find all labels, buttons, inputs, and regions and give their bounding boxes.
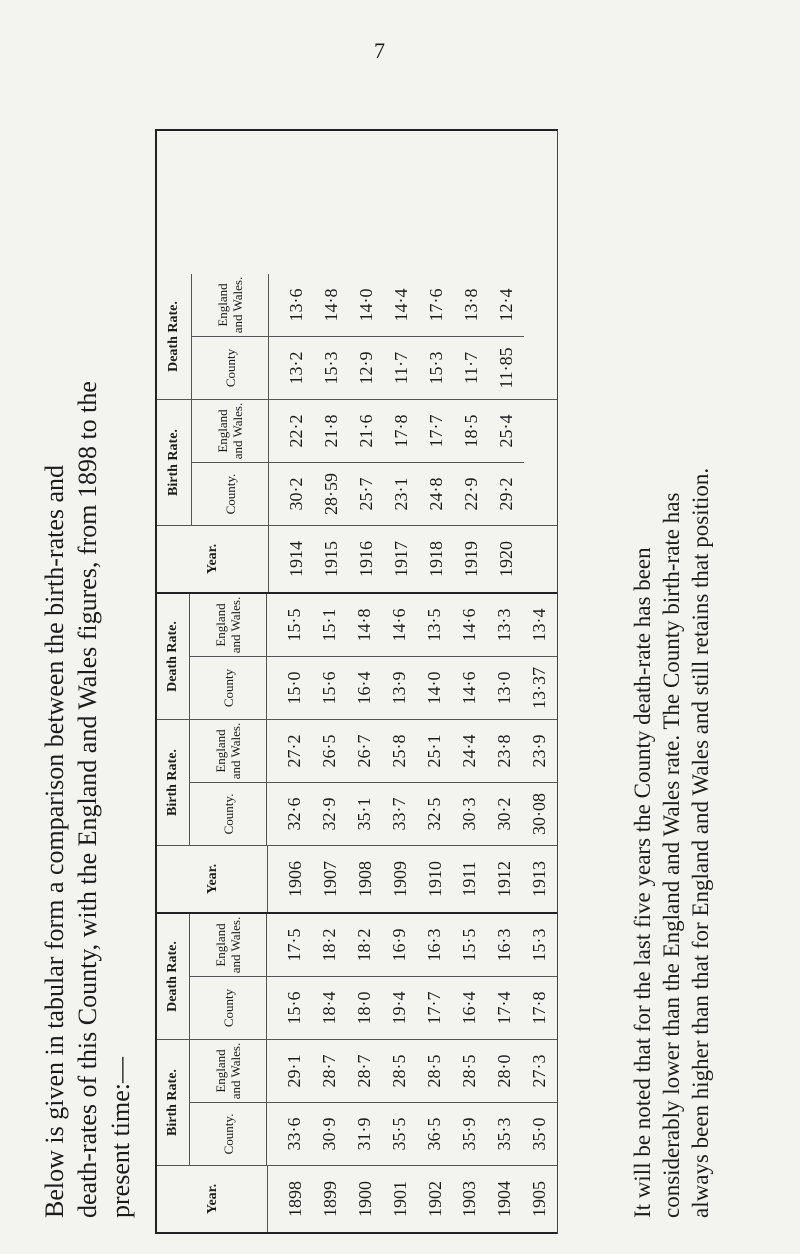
footnote-line: always been higher than that for England and Wales and still retains that position.	[688, 467, 713, 1218]
year-column	[157, 846, 557, 912]
birth-rate-england-wales-cell: 27·3	[529, 1054, 549, 1088]
birth-rate-county-cell: 35·1	[354, 797, 374, 831]
year-cell: 1918	[426, 541, 446, 577]
england-wales-header: England and Wales.	[190, 594, 267, 656]
death-rate-county-cell: 15·3	[426, 351, 446, 385]
death-rate-county-cell: 18·0	[354, 991, 374, 1025]
birth-rate-group	[157, 720, 557, 846]
year-cell: 1905	[529, 1181, 550, 1217]
birth-rate-county-cell: 33·6	[284, 1117, 304, 1151]
birth-rate-header: Birth Rate.	[157, 1040, 190, 1165]
birth-rate-england-wales-cell: 25·1	[424, 734, 444, 768]
birth-rate-group	[157, 400, 557, 526]
england-wales-header: England and Wales.	[192, 400, 269, 462]
row-spacer	[267, 1040, 277, 1102]
birth-rate-county-cell: 22·9	[461, 477, 481, 511]
rates-table	[155, 129, 558, 1234]
death-rate-england-wales-cell: 13·8	[461, 288, 481, 322]
death-rate-county-column	[192, 337, 524, 399]
death-rate-england-wales-cell: 15·5	[284, 608, 304, 642]
death-rate-county-column	[190, 977, 557, 1039]
death-rate-county-cell: 13·0	[494, 671, 514, 705]
death-rate-england-wales-cell: 15·1	[319, 608, 339, 642]
year-header: Year.	[157, 846, 268, 912]
death-rate-county-cell: 13·2	[286, 351, 306, 385]
row-spacer	[269, 400, 279, 462]
year-cell: 1920	[496, 541, 516, 577]
table-panel	[157, 594, 557, 914]
footnote-paragraph	[628, 38, 715, 1218]
row-spacer	[269, 274, 279, 336]
year-cell: 1917	[391, 541, 411, 577]
table-panel	[157, 274, 557, 594]
death-rate-england-wales-cell: 13·4	[529, 608, 549, 642]
row-spacer	[267, 1103, 277, 1165]
death-rate-county-cell: 12·9	[356, 351, 376, 385]
death-rate-county-cell: 11·7	[391, 351, 411, 385]
table-panel	[157, 914, 557, 1234]
death-rate-county-cell: 14·6	[459, 671, 479, 705]
birth-rate-county-column	[190, 1103, 557, 1165]
birth-rate-header: Birth Rate.	[157, 400, 192, 525]
death-rate-england-wales-cell: 16·3	[494, 928, 514, 962]
death-rate-county-cell: 15·0	[284, 671, 304, 705]
row-spacer	[267, 657, 277, 719]
year-cell: 1901	[389, 1181, 410, 1217]
page-number: 7	[374, 38, 385, 63]
birth-rate-county-cell: 30·08	[529, 793, 549, 835]
birth-rate-england-wales-cell: 28·0	[494, 1054, 514, 1088]
death-rate-county-cell: 17·7	[424, 991, 444, 1025]
birth-rate-england-wales-cell: 25·8	[389, 734, 409, 768]
death-rate-england-wales-cell: 13·5	[424, 608, 444, 642]
row-spacer	[269, 337, 279, 399]
year-cell: 1907	[320, 861, 341, 897]
birth-rate-county-cell: 35·9	[459, 1117, 479, 1151]
death-rate-group	[157, 594, 557, 720]
death-rate-county-cell: 14·0	[424, 671, 444, 705]
year-header: Year.	[157, 526, 269, 592]
death-rate-england-wales-column	[190, 594, 557, 657]
county-header: County.	[190, 783, 267, 845]
birth-rate-england-wales-column	[190, 720, 557, 783]
year-cell: 1911	[459, 861, 480, 897]
year-cell: 1913	[529, 861, 550, 897]
death-rate-county-cell: 15·6	[284, 991, 304, 1025]
birth-rate-england-wales-cell: 21·6	[356, 414, 376, 448]
row-spacer	[267, 977, 277, 1039]
birth-rate-county-cell: 30·9	[319, 1117, 339, 1151]
row-spacer	[267, 594, 277, 656]
death-rate-county-cell: 11·85	[496, 347, 516, 389]
row-spacer	[267, 720, 277, 782]
year-cell: 1903	[459, 1181, 480, 1217]
birth-rate-england-wales-cell: 23·8	[494, 734, 514, 768]
birth-rate-england-wales-cell: 24·4	[459, 734, 479, 768]
death-rate-england-wales-cell: 15·3	[529, 928, 549, 962]
year-cell: 1919	[461, 541, 481, 577]
birth-rate-england-wales-column	[192, 400, 524, 463]
death-rate-england-wales-cell: 12·4	[496, 288, 516, 322]
birth-rate-county-cell: 35·3	[494, 1117, 514, 1151]
birth-rate-england-wales-cell: 23·9	[529, 734, 549, 768]
birth-rate-england-wales-cell: 27·2	[284, 734, 304, 768]
england-wales-header: England and Wales.	[190, 914, 267, 976]
death-rate-england-wales-cell: 15·5	[459, 928, 479, 962]
row-spacer	[269, 463, 279, 525]
birth-rate-england-wales-cell: 21·8	[321, 414, 341, 448]
county-header: County.	[190, 1103, 267, 1165]
birth-rate-group	[157, 1040, 557, 1166]
year-cell: 1909	[389, 861, 410, 897]
england-wales-header: England and Wales.	[190, 720, 267, 782]
row-spacer	[268, 846, 278, 912]
year-cell: 1912	[494, 861, 515, 897]
death-rate-england-wales-cell: 17·6	[426, 288, 446, 322]
year-column	[157, 526, 557, 592]
county-header: County	[190, 657, 267, 719]
birth-rate-county-cell: 32·9	[319, 797, 339, 831]
birth-rate-england-wales-cell: 29·1	[284, 1054, 304, 1088]
county-header: County.	[192, 463, 269, 525]
row-spacer	[267, 783, 277, 845]
death-rate-header: Death Rate.	[157, 914, 190, 1039]
england-wales-header: England and Wales.	[192, 274, 269, 336]
death-rate-county-column	[190, 657, 557, 719]
year-cell: 1914	[286, 541, 306, 577]
birth-rate-county-cell: 23·1	[391, 477, 411, 511]
birth-rate-county-column	[192, 463, 524, 525]
birth-rate-england-wales-column	[190, 1040, 557, 1103]
year-cell: 1900	[354, 1181, 375, 1217]
death-rate-group	[157, 274, 557, 400]
row-spacer	[268, 1166, 278, 1232]
birth-rate-county-cell: 32·5	[424, 797, 444, 831]
year-cell: 1898	[285, 1181, 306, 1217]
death-rate-header: Death Rate.	[157, 274, 192, 399]
year-cell: 1908	[354, 861, 375, 897]
death-rate-england-wales-column	[192, 274, 524, 337]
year-cell: 1906	[285, 861, 306, 897]
birth-rate-header: Birth Rate.	[157, 720, 190, 845]
death-rate-county-cell: 19·4	[389, 991, 409, 1025]
death-rate-england-wales-cell: 16·3	[424, 928, 444, 962]
death-rate-england-wales-cell: 13·6	[286, 288, 306, 322]
death-rate-england-wales-cell: 17·5	[284, 928, 304, 962]
death-rate-england-wales-column	[190, 914, 557, 977]
birth-rate-columns	[190, 720, 557, 845]
birth-rate-county-cell: 29·2	[496, 477, 516, 511]
death-rate-england-wales-cell: 18·2	[319, 928, 339, 962]
death-rate-group	[157, 914, 557, 1040]
year-cell: 1899	[320, 1181, 341, 1217]
intro-line: Below is given in tabular form a comparison between the birth-rates and	[40, 464, 69, 1218]
birth-rate-england-wales-cell: 28·7	[319, 1054, 339, 1088]
death-rate-county-cell: 16·4	[459, 991, 479, 1025]
intro-line: death-rates of this County, with the England and Wales figures, from 1898 to the	[73, 381, 102, 1218]
death-rate-county-cell: 16·4	[354, 671, 374, 705]
death-rate-county-cell: 15·3	[321, 351, 341, 385]
year-cell: 1915	[321, 541, 341, 577]
death-rate-england-wales-cell: 14·8	[321, 288, 341, 322]
england-wales-header: England and Wales.	[190, 1040, 267, 1102]
year-header: Year.	[157, 1166, 268, 1232]
year-cell: 1916	[356, 541, 376, 577]
death-rate-england-wales-cell: 14·4	[391, 288, 411, 322]
death-rate-columns	[192, 274, 524, 399]
birth-rate-county-cell: 35·5	[389, 1117, 409, 1151]
death-rate-england-wales-cell: 14·0	[356, 288, 376, 322]
death-rate-england-wales-cell: 13·3	[494, 608, 514, 642]
year-column	[157, 1166, 557, 1232]
birth-rate-county-cell: 25·7	[356, 477, 376, 511]
intro-line: present time:—	[106, 1056, 135, 1218]
death-rate-england-wales-cell: 18·2	[354, 928, 374, 962]
birth-rate-county-cell: 33·7	[389, 797, 409, 831]
birth-rate-county-cell: 31·9	[354, 1117, 374, 1151]
death-rate-county-cell: 11·7	[461, 351, 481, 385]
birth-rate-county-column	[190, 783, 557, 845]
year-cell: 1902	[424, 1181, 445, 1217]
birth-rate-county-cell: 35·0	[529, 1117, 549, 1151]
birth-rate-england-wales-cell: 28·5	[424, 1054, 444, 1088]
birth-rate-england-wales-cell: 17·7	[426, 414, 446, 448]
death-rate-header: Death Rate.	[157, 594, 190, 719]
intro-paragraph	[38, 58, 137, 1218]
row-spacer	[267, 914, 277, 976]
birth-rate-england-wales-cell: 28·5	[389, 1054, 409, 1088]
birth-rate-county-cell: 30·2	[494, 797, 514, 831]
birth-rate-england-wales-cell: 28·7	[354, 1054, 374, 1088]
year-cell: 1910	[424, 861, 445, 897]
birth-rate-england-wales-cell: 26·7	[354, 734, 374, 768]
death-rate-county-cell: 13·37	[529, 667, 549, 709]
birth-rate-england-wales-cell: 26·5	[319, 734, 339, 768]
birth-rate-county-cell: 24·8	[426, 477, 446, 511]
county-header: County	[190, 977, 267, 1039]
death-rate-county-cell: 15·6	[319, 671, 339, 705]
birth-rate-county-cell: 30·2	[286, 477, 306, 511]
birth-rate-county-cell: 28·59	[321, 473, 341, 515]
birth-rate-england-wales-cell: 18·5	[461, 414, 481, 448]
death-rate-columns	[190, 594, 557, 719]
death-rate-county-cell: 17·4	[494, 991, 514, 1025]
year-cell: 1904	[494, 1181, 515, 1217]
death-rate-county-cell: 17·8	[529, 991, 549, 1025]
birth-rate-county-cell: 36·5	[424, 1117, 444, 1151]
death-rate-county-cell: 18·4	[319, 991, 339, 1025]
footnote-line: considerably lower than the England and Wales rate. The County birth-rate has	[659, 492, 684, 1218]
birth-rate-england-wales-cell: 25·4	[496, 414, 516, 448]
death-rate-england-wales-cell: 16·9	[389, 928, 409, 962]
birth-rate-county-cell: 30·3	[459, 797, 479, 831]
birth-rate-columns	[190, 1040, 557, 1165]
birth-rate-columns	[192, 400, 524, 525]
death-rate-england-wales-cell: 14·8	[354, 608, 374, 642]
birth-rate-county-cell: 32·6	[284, 797, 304, 831]
death-rate-england-wales-cell: 14·6	[389, 608, 409, 642]
footnote-line: It will be noted that for the last five years the County death-rate has been	[630, 547, 655, 1218]
birth-rate-england-wales-cell: 17·8	[391, 414, 411, 448]
birth-rate-england-wales-cell: 28·5	[459, 1054, 479, 1088]
death-rate-county-cell: 13·9	[389, 671, 409, 705]
row-spacer	[269, 526, 279, 592]
birth-rate-england-wales-cell: 22·2	[286, 414, 306, 448]
county-header: County	[192, 337, 269, 399]
death-rate-england-wales-cell: 14·6	[459, 608, 479, 642]
death-rate-columns	[190, 914, 557, 1039]
